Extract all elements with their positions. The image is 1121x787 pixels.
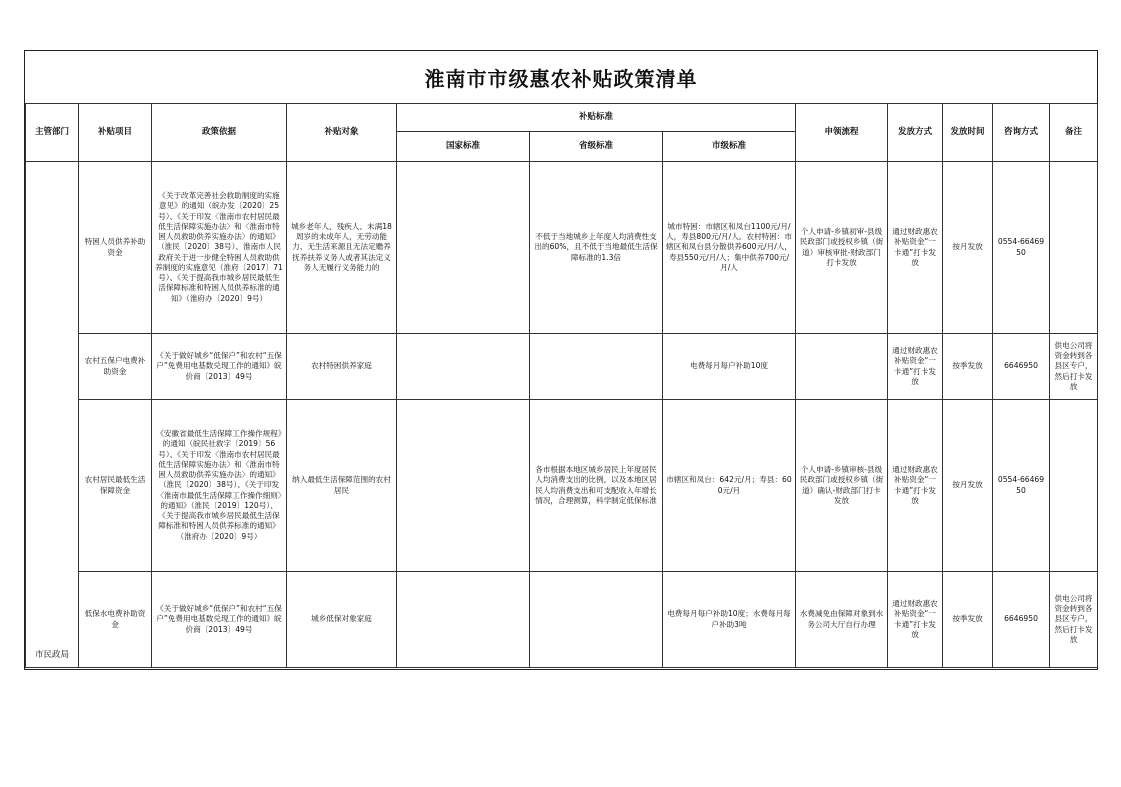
header-standard: 补贴标准 <box>397 104 796 132</box>
cell-time: 按季发放 <box>943 572 993 668</box>
table-row <box>26 334 1098 400</box>
header-national: 国家标准 <box>397 132 530 162</box>
cell-municipal: 城市特困：市辖区和凤台1100元/月/人，寿县800元/月/人。农村特困：市辖区和凤台县分散供养600元/月/人，寿县550元/月/人；集中供养700元/月/人 <box>663 162 796 334</box>
cell-contact: 6646950 <box>993 334 1050 400</box>
cell-contact: 0554-6646950 <box>993 400 1050 572</box>
document-title: 淮南市市级惠农补贴政策清单 <box>25 51 1097 104</box>
header-basis: 政策依据 <box>152 104 287 162</box>
cell-national <box>397 572 530 668</box>
cell-process: 水费减免由保障对象到水务公司大厅自行办理 <box>796 572 888 668</box>
table-row <box>26 162 1098 334</box>
cell-remarks: 供电公司将资金转到各县区专户，然后打卡发放 <box>1050 334 1098 400</box>
cell-provincial: 不低于当地城乡上年度人均消费性支出的60%，且不低于当地最低生活保障标准的1.3倍 <box>530 162 663 334</box>
cell-process: 个人申请-乡镇初审-县级民政部门或授权乡镇（街道）审核审批-财政部门打卡发放 <box>796 162 888 334</box>
cell-remarks <box>1050 162 1098 334</box>
header-time: 发放时间 <box>943 104 993 162</box>
cell-method: 通过财政惠农补贴资金“一卡通”打卡发放 <box>888 334 943 400</box>
cell-time: 按季发放 <box>943 334 993 400</box>
cell-method: 通过财政惠农补贴资金“一卡通”打卡发放 <box>888 162 943 334</box>
cell-provincial <box>530 334 663 400</box>
cell-basis: 《关于做好城乡“低保户”和农村“五保户”免费用电基数兑现工作的通知》皖价商〔2013〕49号 <box>152 572 287 668</box>
header-process: 申领流程 <box>796 104 888 162</box>
cell-process <box>796 334 888 400</box>
header-provincial: 省级标准 <box>530 132 663 162</box>
cell-method: 通过财政惠农补贴资金“一卡通”打卡发放 <box>888 400 943 572</box>
policy-table <box>25 103 1098 668</box>
header-contact: 咨询方式 <box>993 104 1050 162</box>
cell-basis: 《关于改革完善社会救助制度的实施意见》的通知（皖办发〔2020〕25号）、《关于印发〈淮南市农村居民最低生活保障实施办法〉和〈淮南市特困人员救助供养实施办法〉的通知》（淮民〔2020〕38号）、淮南市人民政府关于进一步健全特困人员救助供养制度的实施意见（淮府〔2017〕71号）、《关于提高我市城乡居民最低生活保障标准和特困人员供养标准的通知》（淮府办〔2020〕9号） <box>152 162 287 334</box>
cell-remarks: 供电公司将资金转到各县区专户，然后打卡发放 <box>1050 572 1098 668</box>
cell-national <box>397 334 530 400</box>
header-target: 补贴对象 <box>287 104 397 162</box>
header-dept: 主管部门 <box>26 104 79 162</box>
header-method: 发放方式 <box>888 104 943 162</box>
header-municipal: 市级标准 <box>663 132 796 162</box>
table-row <box>26 572 1098 668</box>
cell-contact: 0554-6646950 <box>993 162 1050 334</box>
cell-target: 城乡低保对象家庭 <box>287 572 397 668</box>
cell-provincial <box>530 572 663 668</box>
cell-basis: 《安徽省最低生活保障工作操作规程》的通知（皖民社救字〔2019〕56号）、《关于印发〈淮南市农村居民最低生活保障实施办法〉和〈淮南市特困人员救助供养实施办法〉的通知》（淮民〔2020〕38号）、《关于印发〈淮南市最低生活保障工作操作细则〉的通知》（淮民〔2019〕120号）、《关于提高我市城乡居民最低生活保障标准和特困人员供养标准的通知》（淮府办〔2020〕9号） <box>152 400 287 572</box>
cell-item: 特困人员供养补助资金 <box>79 162 152 334</box>
cell-process: 个人申请-乡镇审核-县级民政部门或授权乡镇（街道）确认-财政部门打卡发放 <box>796 400 888 572</box>
cell-municipal: 电费每月每户补助10度 <box>663 334 796 400</box>
cell-time: 按月发放 <box>943 162 993 334</box>
cell-time: 按月发放 <box>943 400 993 572</box>
cell-provincial: 各市根据本地区城乡居民上年度居民人均消费支出的比例，以及本地区居民人均消费支出和可支配收入年增长情况，合理测算，科学制定低保标准 <box>530 400 663 572</box>
table-row <box>26 400 1098 572</box>
header-row-1 <box>26 104 1098 132</box>
cell-contact: 6646950 <box>993 572 1050 668</box>
cell-municipal: 电费每月每户补助10度；水费每月每户补助3吨 <box>663 572 796 668</box>
policy-sheet <box>24 50 1098 670</box>
cell-basis: 《关于做好城乡“低保户”和农村“五保户”免费用电基数兑现工作的通知》皖价商〔2013〕49号 <box>152 334 287 400</box>
cell-item: 农村五保户电费补助资金 <box>79 334 152 400</box>
cell-item: 低保水电费补助资金 <box>79 572 152 668</box>
cell-national <box>397 162 530 334</box>
cell-municipal: 市辖区和凤台：642元/月；寿县：600元/月 <box>663 400 796 572</box>
department-cell: 市民政局 <box>26 162 79 668</box>
cell-national <box>397 400 530 572</box>
cell-method: 通过财政惠农补贴资金“一卡通”打卡发放 <box>888 572 943 668</box>
cell-remarks <box>1050 400 1098 572</box>
cell-target: 城乡老年人、残疾人、未满18周岁的未成年人，无劳动能力、无生活来源且无法定赡养抚养扶养义务人或者其法定义务人无履行义务能力的 <box>287 162 397 334</box>
cell-target: 纳入最低生活保障范围的农村居民 <box>287 400 397 572</box>
cell-item: 农村居民最低生活保障资金 <box>79 400 152 572</box>
header-item: 补贴项目 <box>79 104 152 162</box>
header-remarks: 备注 <box>1050 104 1098 162</box>
cell-target: 农村特困供养家庭 <box>287 334 397 400</box>
